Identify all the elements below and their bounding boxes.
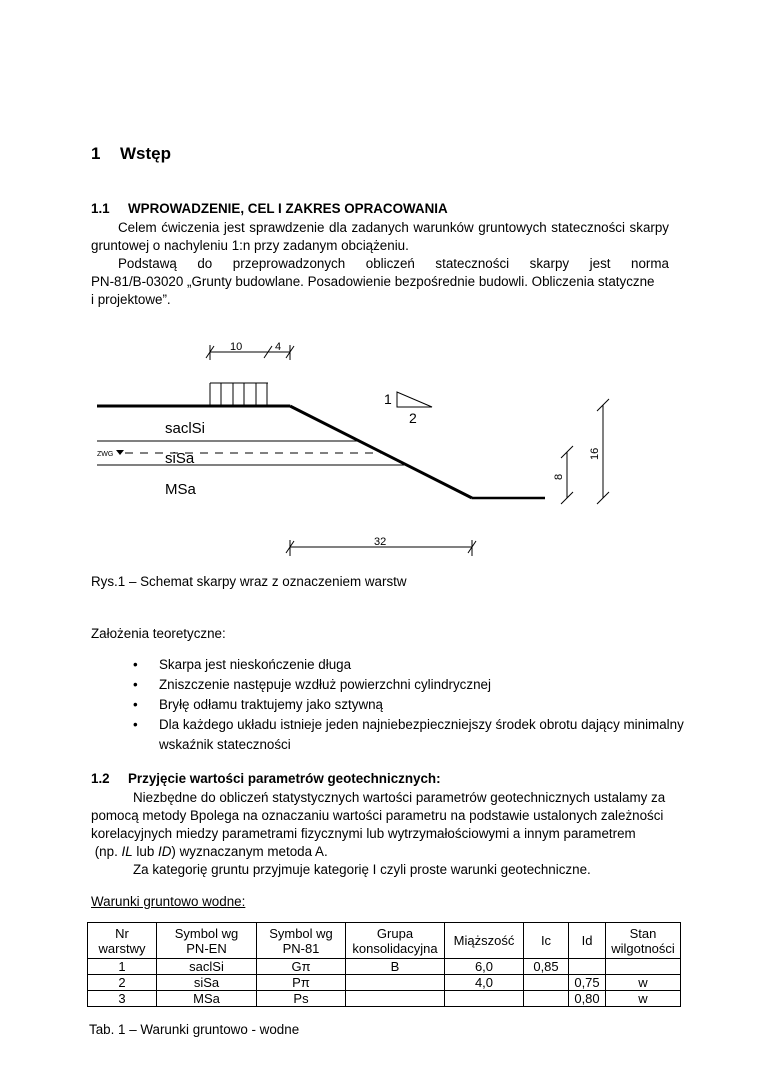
paragraph-line: i projektowe”. (91, 292, 171, 307)
table-row (88, 959, 681, 975)
table-cell: 4,0 (445, 975, 524, 991)
paragraph-line: pomocą metody Bpolega na oznaczaniu wartości parametru na podstawie ustalonych zależności (91, 808, 664, 823)
table-caption: Tab. 1 – Warunki gruntowo - wodne (89, 1022, 300, 1037)
table-cell: 2 (88, 975, 157, 991)
list-item: • Bryłę odłamu traktujemy jako sztywną (131, 695, 731, 715)
slope-ratio-1: 1 (384, 391, 392, 407)
table-cell: siSa (157, 975, 257, 991)
dim-4: 4 (275, 341, 282, 353)
layer-label-msa: MSa (165, 481, 196, 498)
slope-ratio-2: 2 (409, 410, 417, 426)
paragraph-line: PN-81/B-03020 „Grunty budowlane. Posadowienie bezpośrednie budowli. Obliczenia statyczne (91, 274, 655, 289)
table-cell: 3 (88, 991, 157, 1007)
heading-1-2: 1.2 Przyjęcie wartości parametrów geotechnicznych: (91, 771, 441, 786)
table-cell: MSa (157, 991, 257, 1007)
dim-8: 8 (553, 473, 565, 480)
table-cell: saclSi (157, 959, 257, 975)
dim-10: 10 (230, 341, 243, 353)
header-cell: Symbol wg PN-EN (157, 923, 257, 959)
table-cell: Ps (257, 991, 346, 1007)
list-item-continuation: wskaźnik stateczności (159, 737, 291, 752)
table-cell: 0,75 (569, 975, 606, 991)
header-cell: Ic (524, 923, 569, 959)
table-cell (346, 975, 445, 991)
list-item: • Dla każdego układu istnieje jeden najniebezpieczniejszy środek obrotu dający minimalny (131, 715, 731, 735)
assumptions-title: Założenia teoretyczne: (91, 626, 226, 641)
table-cell: w (606, 991, 681, 1007)
table-row (88, 975, 681, 991)
list-item: • Zniszczenie następuje wzdłuż powierzchni cylindrycznej (131, 675, 731, 695)
table-cell (569, 959, 606, 975)
table-row (88, 991, 681, 1007)
layer-label-saclsi: saclSi (165, 420, 206, 437)
table-cell: 1 (88, 959, 157, 975)
list-item: • Skarpa jest nieskończenie długa (131, 655, 731, 675)
figure-caption: Rys.1 – Schemat skarpy wraz z oznaczeniem warstw (91, 574, 407, 589)
header-cell: Nr warstwy (88, 923, 157, 959)
load-arrows (210, 383, 267, 405)
table-cell (524, 975, 569, 991)
layer-label-sisa: siSa (165, 450, 195, 467)
groundwater-label: ZWG (97, 451, 114, 458)
table-header-row (88, 923, 681, 959)
table-cell (606, 959, 681, 975)
paragraph-line: Podstawą do przeprowadzonych obliczeń stateczności skarpy jest norma (118, 256, 669, 271)
table-cell: Gπ (257, 959, 346, 975)
paragraph-line: gruntowej o nachyleniu 1:n przy zadanym obciążeniu. (91, 238, 409, 253)
table-cell (346, 991, 445, 1007)
header-cell: Stan wilgotności (606, 923, 681, 959)
table-cell (445, 991, 524, 1007)
paragraph-line: korelacyjnych miedzy parametrami fizycznymi lub wytrzymałościowymi a innym parametrem (91, 826, 636, 841)
paragraph-line: Celem ćwiczenia jest sprawdzenie dla zadanych warunków gruntowych stateczności skarpy (118, 220, 669, 235)
header-cell: Id (569, 923, 606, 959)
assumptions-list (131, 655, 731, 755)
dim-16: 16 (589, 447, 601, 460)
paragraph-line: Za kategorię gruntu przyjmuje kategorię I czyli proste warunki geotechniczne. (133, 862, 591, 877)
heading-1-1: 1.1 WPROWADZENIE, CEL I ZAKRES OPRACOWANIA (91, 201, 448, 216)
table-cell (524, 991, 569, 1007)
table-cell: w (606, 975, 681, 991)
soil-conditions-table (87, 922, 681, 1007)
paragraph-line: Niezbędne do obliczeń statystycznych wartości parametrów geotechnicznych ustalamy za (133, 790, 666, 805)
header-cell: Symbol wg PN-81 (257, 923, 346, 959)
table-cell: 0,80 (569, 991, 606, 1007)
table-cell: B (346, 959, 445, 975)
table-cell: 0,85 (524, 959, 569, 975)
header-cell: Miąższość (445, 923, 524, 959)
table-cell: Pπ (257, 975, 346, 991)
table-title: Warunki gruntowo wodne: (91, 894, 246, 909)
header-cell: Grupa konsolidacyjna (346, 923, 445, 959)
table-cell: 6,0 (445, 959, 524, 975)
paragraph-line: (np. IL lub ID) wyznaczanym metoda A. (91, 844, 328, 859)
dim-32: 32 (374, 536, 387, 548)
heading-1: 1 Wstęp (91, 144, 171, 163)
